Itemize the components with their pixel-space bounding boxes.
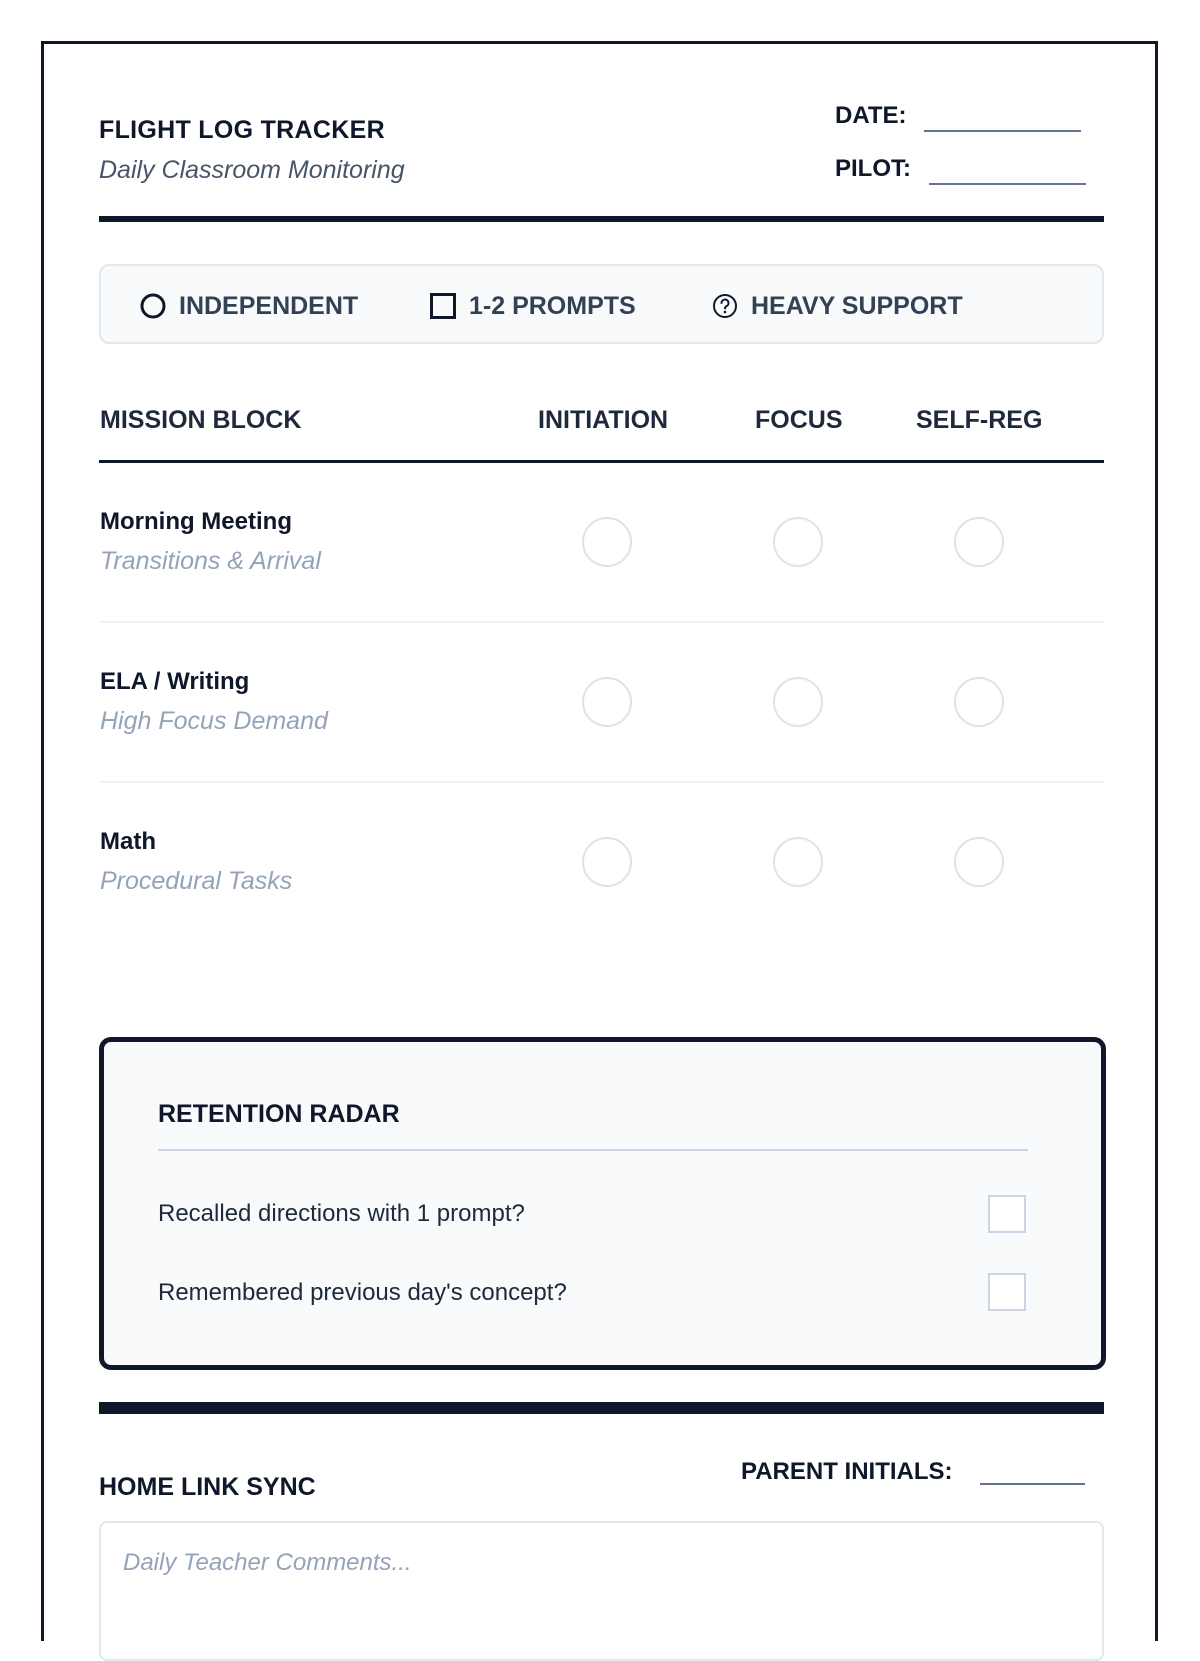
parent-initials-label: PARENT INITIALS: [741,1458,953,1485]
rating-circle-self-reg[interactable] [954,517,1004,567]
legend-item-prompts [429,266,636,346]
legend-label: HEAVY SUPPORT [751,291,963,320]
retention-question: Remembered previous day's concept? [158,1279,567,1306]
row-divider [99,781,1104,783]
rating-circle-initiation[interactable] [582,517,632,567]
legend-item-independent [139,266,358,346]
tracker-sheet [41,41,1158,1641]
pilot-field[interactable] [929,183,1086,185]
section-divider [99,1402,1104,1414]
retention-question: Recalled directions with 1 prompt? [158,1200,525,1227]
rating-circle-focus[interactable] [773,677,823,727]
teacher-comments-field[interactable] [99,1521,1104,1661]
row-title: ELA / Writing [100,668,250,695]
retention-checkbox[interactable] [988,1195,1026,1233]
square-outline-icon [429,292,457,320]
rating-circle-initiation[interactable] [582,677,632,727]
circle-outline-icon [139,292,167,320]
legend-label: INDEPENDENT [179,291,359,320]
column-header-self-reg: SELF-REG [916,406,1043,434]
retention-checkbox[interactable] [988,1273,1026,1311]
column-header-mission-block: MISSION BLOCK [100,406,302,434]
row-title: Math [100,828,156,855]
row-divider [99,621,1104,623]
comments-placeholder: Daily Teacher Comments... [123,1549,412,1576]
column-header-focus: FOCUS [755,406,843,434]
legend-item-heavy-support [711,266,963,346]
header-divider [99,216,1104,222]
rating-circle-self-reg[interactable] [954,837,1004,887]
legend-label: 1-2 PROMPTS [469,291,636,320]
legend-bar [99,264,1104,344]
retention-radar-panel [99,1037,1106,1370]
row-subtitle: Transitions & Arrival [100,547,321,575]
date-field[interactable] [924,130,1081,132]
retention-radar-title: RETENTION RADAR [158,1100,400,1128]
column-header-initiation: INITIATION [538,406,669,434]
table-header-rule [99,460,1104,463]
row-title: Morning Meeting [100,508,292,535]
page-title: FLIGHT LOG TRACKER [99,116,385,144]
date-label: DATE: [835,102,907,129]
home-link-title: HOME LINK SYNC [99,1473,316,1501]
row-subtitle: Procedural Tasks [100,867,293,895]
rating-circle-focus[interactable] [773,837,823,887]
question-circle-icon [711,292,739,320]
rating-circle-self-reg[interactable] [954,677,1004,727]
row-subtitle: High Focus Demand [100,707,328,735]
parent-initials-field[interactable] [980,1483,1085,1485]
rating-circle-focus[interactable] [773,517,823,567]
pilot-label: PILOT: [835,155,911,182]
retention-radar-divider [158,1149,1028,1151]
page-subtitle: Daily Classroom Monitoring [99,156,405,184]
rating-circle-initiation[interactable] [582,837,632,887]
